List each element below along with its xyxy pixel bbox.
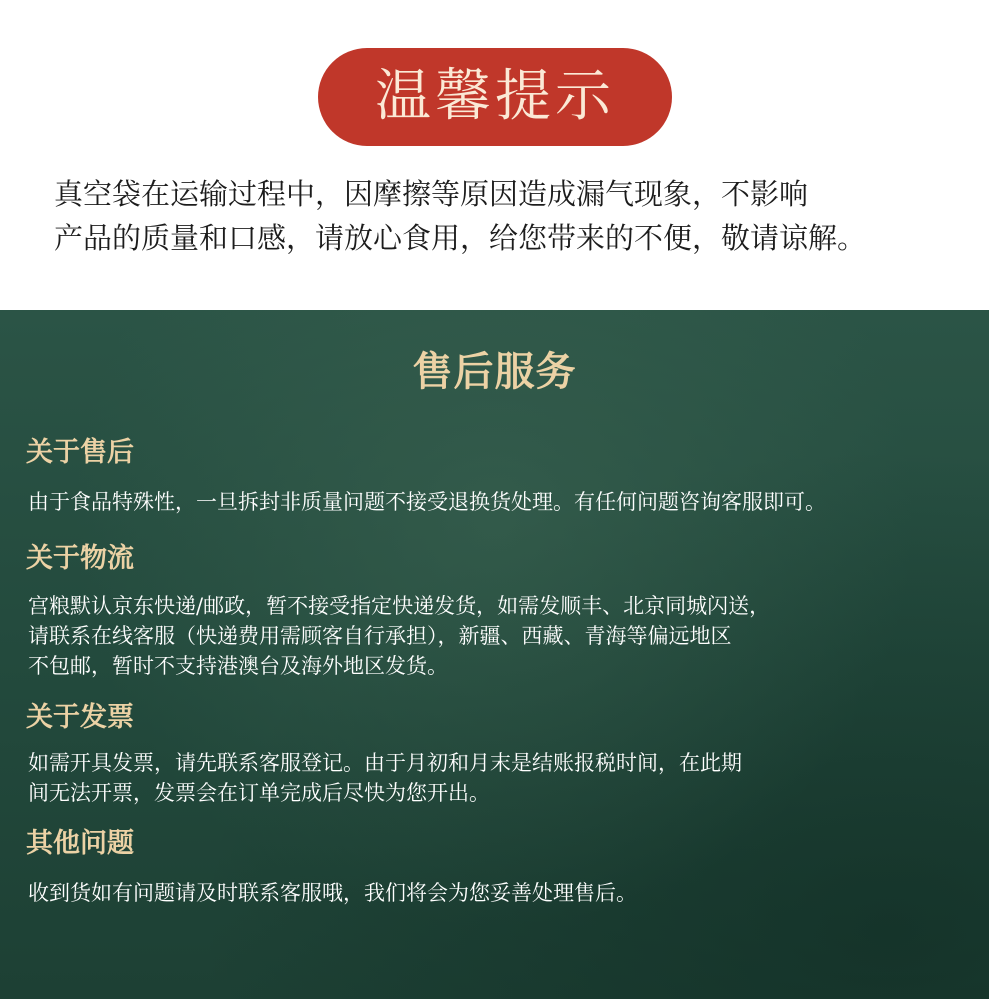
section-body-invoice [28,748,742,808]
section-heading-logistics: 关于物流 [26,543,134,574]
section-body-other [28,878,637,908]
notice-title: 温馨提示 [375,64,615,129]
section-heading-invoice: 关于发票 [26,702,134,733]
section-body-logistics [28,591,770,681]
aftersale-title: 售后服务 [412,349,577,395]
section-line: 如需开具发票，请先联系客服登记。由于月初和月末是结账报税时间，在此期 [28,751,742,775]
section-line: 间无法开票，发票会在订单完成后尽快为您开出。 [28,781,490,805]
notice-line: 真空袋在运输过程中，因摩擦等原因造成漏气现象，不影响 [54,177,809,211]
notice-badge [318,48,672,146]
section-body-aftersale [28,487,826,517]
section-heading-aftersale: 关于售后 [26,437,134,468]
notice-text [54,172,954,260]
notice-section [0,0,989,310]
section-line: 收到货如有问题请及时联系客服哦，我们将会为您妥善处理售后。 [28,881,637,905]
aftersale-section [0,310,989,999]
section-line: 宫粮默认京东快递/邮政，暂不接受指定快递发货，如需发顺丰、北京同城闪送， [28,594,771,618]
section-line: 由于食品特殊性，一旦拆封非质量问题不接受退换货处理。有任何问题咨询客服即可。 [28,490,826,514]
section-line: 不包邮，暂时不支持港澳台及海外地区发货。 [28,654,448,678]
notice-line: 产品的质量和口感，请放心食用，给您带来的不便，敬请谅解。 [54,221,867,255]
section-line: 请联系在线客服（快递费用需顾客自行承担），新疆、西藏、青海等偏远地区 [28,624,732,648]
section-heading-other: 其他问题 [26,828,134,859]
